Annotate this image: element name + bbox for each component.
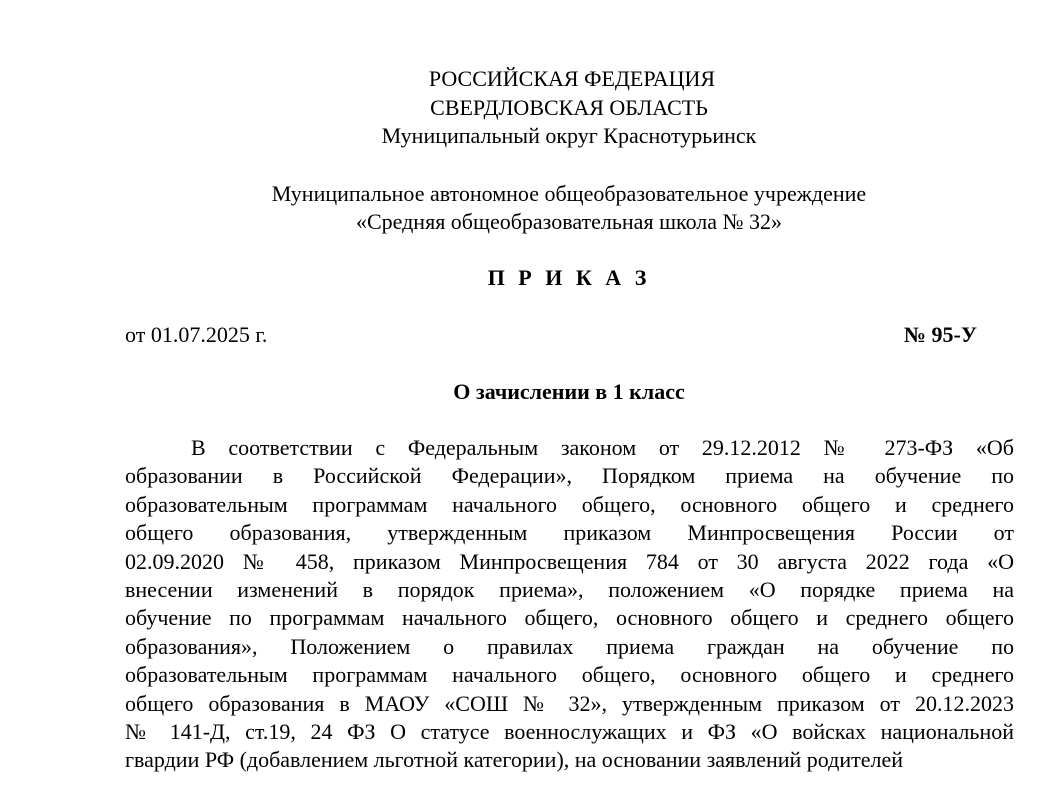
header-country: РОССИЙСКАЯ ФЕДЕРАЦИЯ <box>428 66 716 91</box>
header-district: Муниципальный округ Краснотурьинск <box>381 123 757 148</box>
order-date: от 01.07.2025 г. <box>125 322 268 347</box>
body-line: № 141-Д, ст.19, 24 ФЗ О статусе военнослужащих и ФЗ «О войсках национальной <box>125 718 1014 744</box>
header-institution-line1: Муниципальное автономное общеобразовательное учреждение <box>271 181 867 206</box>
body-line: 02.09.2020 № 458, приказом Минпросвещения 784 от 30 августа 2022 года «О <box>125 548 1014 574</box>
body-line: общего образования, утвержденным приказом Минпросвещения России от <box>125 520 1014 546</box>
body-line: гвардии РФ (добавлением льготной категории), на основании заявлений родителей <box>125 747 904 773</box>
body-line: обучение по программам начального общего, основного общего и среднего общего <box>125 605 1014 631</box>
body-line: образовании в Российской Федерации», Порядком приема на обучение по <box>125 463 1014 489</box>
body-line: образовательным программам начального общего, основного общего и среднего <box>125 662 1014 688</box>
header-region: СВЕРДЛОВСКАЯ ОБЛАСТЬ <box>430 95 708 120</box>
body-line: В соответствии с Федеральным законом от 29.12.2012 № 273-ФЗ «Об <box>191 435 1014 460</box>
body-line: общего образования в МАОУ «СОШ № 32», утвержденным приказом от 20.12.2023 <box>125 690 1014 716</box>
order-body <box>125 434 1014 775</box>
order-title: П Р И К А З <box>487 265 651 290</box>
order-subject: О зачислении в 1 класс <box>453 379 685 404</box>
order-number: № 95-У <box>903 322 977 347</box>
body-line: образовательным программам начального общего, основного общего и среднего <box>125 491 1014 517</box>
body-line: внесении изменений в порядок приема», положением «О порядке приема на <box>125 576 1014 602</box>
header-institution-line2: «Средняя общеобразовательная школа № 32» <box>355 209 783 234</box>
body-line: образования», Положением о правилах приема граждан на обучение по <box>125 633 1014 659</box>
